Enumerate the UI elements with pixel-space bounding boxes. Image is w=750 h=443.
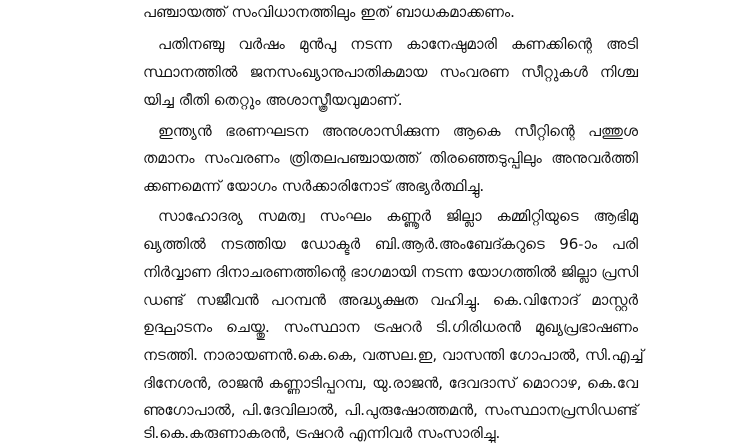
text-line-15: ണുഗോപാൽ, പി.ദേവിലാൽ, പി.പുരുഷോത്തമൻ, സംസ്ഥാനപ്രസിഡണ്ട്	[143, 401, 638, 419]
text-line-9: ഖ്യത്തിൽ നടത്തിയ ഡോക്ടർ ബി.ആർ.അംബേദ്കറുടെ 96-ാം പരി	[143, 235, 638, 253]
text-line-8: സാഹോദര്യ സമത്വ സംഘം കണ്ണൂർ ജില്ലാ കമ്മിറ്റിയുടെ ആഭിമു	[158, 207, 638, 225]
text-line-12: ഉദ്ഘാടനം ചെയ്തു. സംസ്ഥാന ട്രഷറർ ടി.ഗിരിധരൻ മുഖ്യപ്രഭാഷണം	[143, 318, 638, 336]
text-line-4: യിച്ച രീതി തെറ്റും അശാസ്ത്രീയവുമാണ്.	[143, 91, 403, 109]
text-line-10: നിർവ്വാണ ദിനാചരണത്തിന്റെ ഭാഗമായി നടന്ന യോഗത്തിൽ ജില്ലാ പ്രസി	[143, 263, 639, 281]
text-line-5: ഇന്ത്യൻ ഭരണഘടന അനുശാസിക്കുന്ന ആകെ സീറ്റിന്റെ പത്തുശ	[158, 122, 638, 140]
text-line-6: തമാനം സംവരണം ത്രിതലപഞ്ചായത്ത് തിരഞ്ഞെടുപ്പിലും അനുവർത്തി	[143, 149, 638, 167]
text-line-7: ക്കണമെന്ന് യോഗം സർക്കാരിനോട് അഭ്യർത്ഥിച്ചു.	[143, 177, 485, 195]
text-line-14: ദിനേശൻ, രാജൻ കണ്ണാടിപ്പറമ്പ, യു.രാജൻ, ദേവദാസ് മൊറാഴ, കെ.വേ	[143, 374, 638, 392]
text-line-3: സ്ഥാനത്തിൽ ജനസംഖ്യാനുപാതികമായ സംവരണ സീറ്റുകൾ നിശ്ച	[143, 63, 638, 81]
text-line-13: നടത്തി. നാരായണൻ.കെ.കെ, വത്സല.ഇ, വാസന്തി ഗോപാൽ, സി.എച്ച്	[143, 346, 644, 364]
text-line-16: ടി.കെ.കരുണാകരൻ, ട്രഷറർ എന്നിവർ സംസാരിച്ചു.	[143, 424, 501, 442]
text-line-11: ഡണ്ട് സജീവൻ പറമ്പൻ അദ്ധ്യക്ഷത വഹിച്ചു. കെ.വിനോദ് മാസ്റ്റർ	[143, 291, 638, 309]
text-line-1: പഞ്ചായത്ത് സംവിധാനത്തിലും ഇത് ബാധകമാക്കണം.	[143, 3, 515, 21]
text-line-2: പതിനഞ്ചു വർഷം മുൻപു നടന്ന കാനേഷുമാരി കണക്കിന്റെ അടി	[158, 35, 638, 53]
